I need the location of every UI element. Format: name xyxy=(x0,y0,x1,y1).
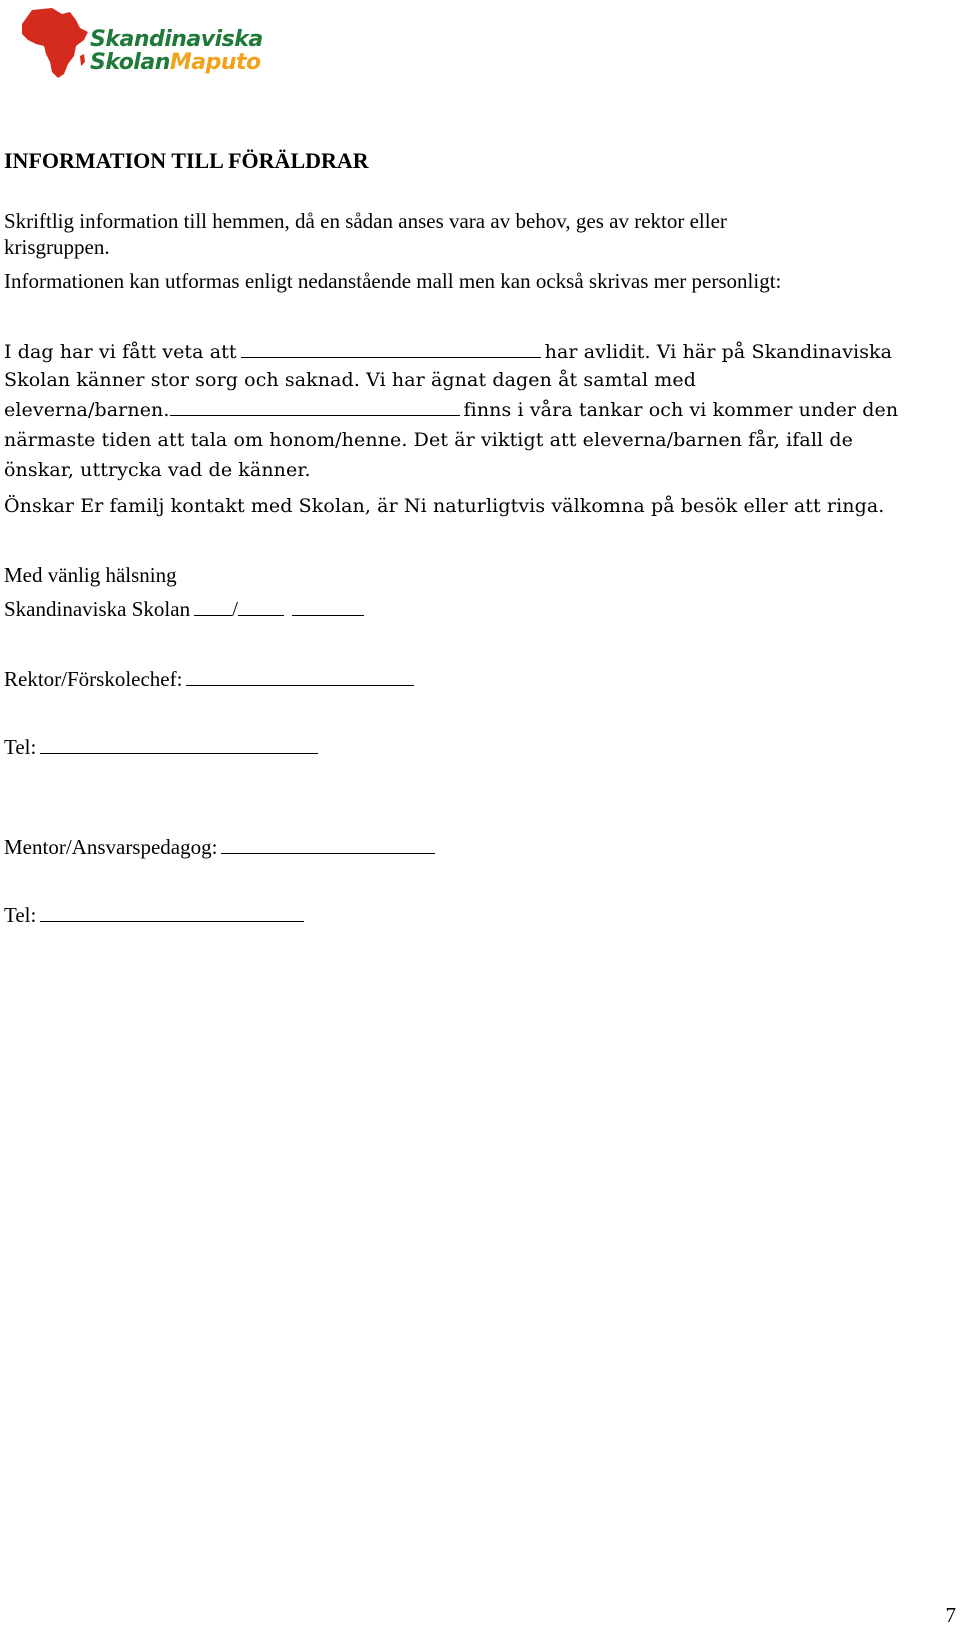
page-number: 7 xyxy=(945,1603,956,1627)
letter-line-5: önskar, uttrycka vad de känner. xyxy=(4,459,311,481)
letter-line-1 xyxy=(4,338,892,366)
letter-text: finns i våra tankar och vi kommer under den xyxy=(463,399,899,421)
logo-text-skandinaviska: Skandinaviska xyxy=(90,27,263,52)
letter-text: eleverna/barnen. xyxy=(4,399,170,421)
page-title: INFORMATION TILL FÖRÄLDRAR xyxy=(4,148,369,173)
school-name: Skandinaviska Skolan xyxy=(4,597,191,621)
intro-line-1: Skriftlig information till hemmen, då en sådan anses vara av behov, ges av rektor eller xyxy=(4,209,727,233)
logo-text-skolan-maputo xyxy=(90,51,261,75)
name-blank-field[interactable] xyxy=(241,339,541,358)
principal-blank-field[interactable] xyxy=(186,667,414,686)
intro-line-2: krisgruppen. xyxy=(4,235,110,259)
tel-line-1 xyxy=(4,732,322,762)
intro-line-3: Informationen kan utformas enligt nedanstående mall men kan också skrivas mer personligt: xyxy=(4,269,782,293)
tel-blank-field-1[interactable] xyxy=(40,735,318,754)
month-blank-field[interactable] xyxy=(238,597,284,616)
school-logo xyxy=(18,6,263,82)
school-date-line xyxy=(4,594,368,624)
africa-map-icon xyxy=(18,6,98,82)
tel-label: Tel: xyxy=(4,735,37,759)
date-separator: / xyxy=(232,597,238,621)
mentor-blank-field[interactable] xyxy=(221,835,435,854)
letter-line-6: Önskar Er familj kontakt med Skolan, är Ni naturligtvis välkomna på besök eller att ringa. xyxy=(4,495,885,517)
tel-blank-field-2[interactable] xyxy=(40,903,304,922)
letter-line-4: närmaste tiden att tala om honom/henne. Det är viktigt att eleverna/barnen får, ifall de xyxy=(4,429,853,451)
name-blank-field-2[interactable] xyxy=(170,397,460,416)
logo-text-skolan: Skolan xyxy=(90,50,170,75)
year-blank-field[interactable] xyxy=(292,597,364,616)
mentor-line xyxy=(4,832,439,862)
principal-label: Rektor/Förskolechef: xyxy=(4,667,183,691)
tel-label: Tel: xyxy=(4,903,37,927)
principal-line xyxy=(4,664,418,694)
letter-text: har avlidit. Vi här på Skandinaviska xyxy=(544,341,893,363)
logo-text-maputo: Maputo xyxy=(169,50,261,75)
letter-line-2: Skolan känner stor sorg och saknad. Vi har ägnat dagen åt samtal med xyxy=(4,369,696,391)
greeting: Med vänlig hälsning xyxy=(4,563,177,587)
letter-line-3 xyxy=(4,396,898,424)
letter-text: I dag har vi fått veta att xyxy=(4,341,237,363)
day-blank-field[interactable] xyxy=(194,597,232,616)
tel-line-2 xyxy=(4,900,308,930)
mentor-label: Mentor/Ansvarspedagog: xyxy=(4,835,218,859)
